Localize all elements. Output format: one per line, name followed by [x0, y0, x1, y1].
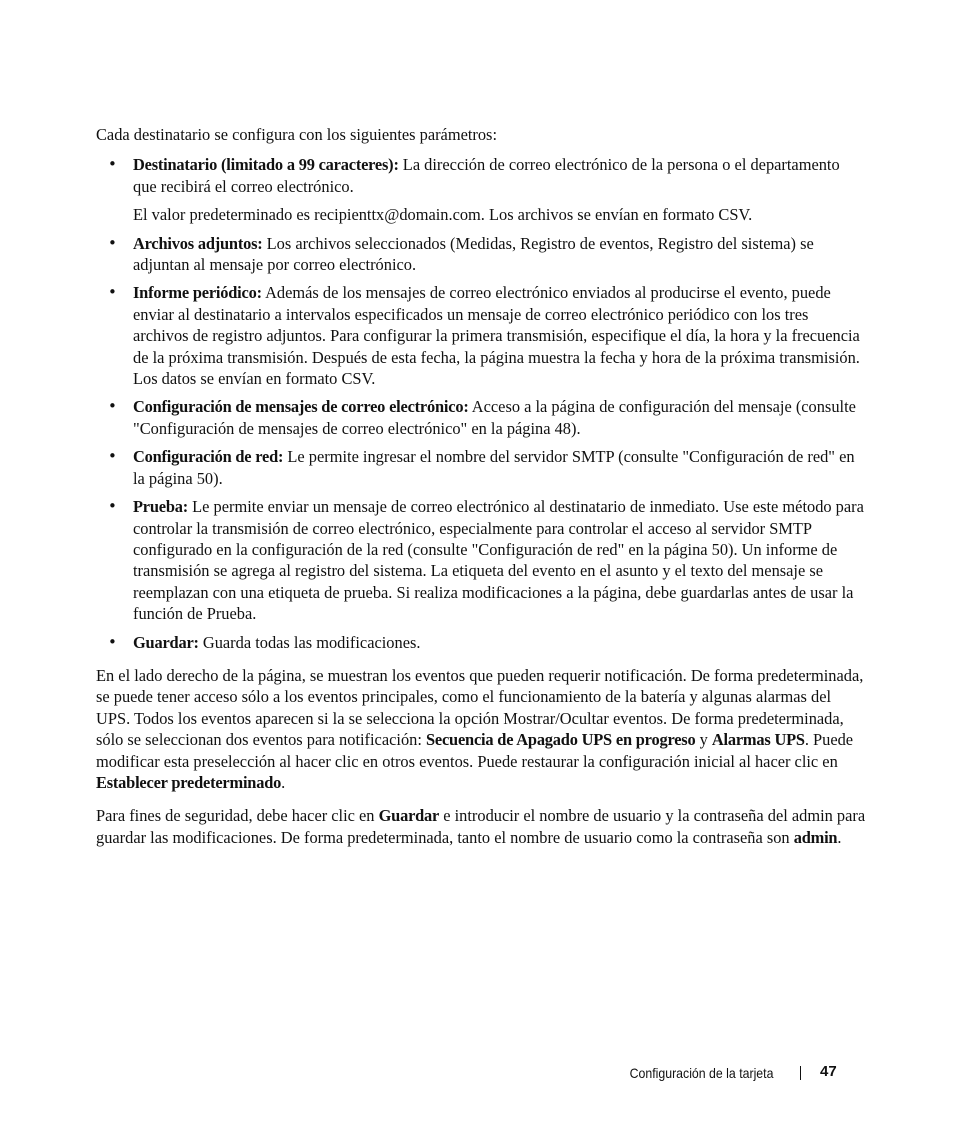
note-destinatario: El valor predeterminado es recipienttx@domain.com. Los archivos se envían en formato CSV.	[133, 205, 753, 225]
term-destinatario: Destinatario (limitado a 99 caracteres):	[133, 155, 399, 175]
term-informe-periodico: Informe periódico:	[133, 283, 262, 303]
list-item-config-mensajes	[96, 396, 866, 439]
bold-establecer-predeterminado: Establecer predeterminado	[96, 772, 282, 792]
bullet-icon: •	[108, 632, 117, 651]
text-run: .	[837, 827, 842, 847]
bullet-icon: •	[108, 155, 117, 174]
bullet-icon: •	[108, 397, 117, 416]
text-run: Para fines de seguridad, debe hacer clic en	[96, 806, 379, 826]
desc-config-red: Le permite ingresar el nombre del servidor SMTP (consulte "Configuración de red" en la página 50).	[133, 447, 855, 488]
list-item-prueba	[96, 496, 866, 624]
footer-divider	[800, 1066, 801, 1080]
list-item-config-red	[96, 446, 866, 489]
page-footer	[0, 1063, 954, 1085]
list-item-archivos-adjuntos	[96, 233, 866, 276]
text-run: . Puede modificar esta preselección al hacer clic en otros eventos. Puede restaurar la configuración inicial al hacer clic en	[96, 730, 854, 771]
desc-destinatario: La dirección de correo electrónico de la persona o el departamento que recibirá el correo electrónico.	[133, 155, 840, 196]
term-prueba: Prueba:	[133, 497, 189, 517]
bullet-icon: •	[108, 447, 117, 466]
events-paragraph	[96, 665, 866, 793]
term-config-red: Configuración de red:	[133, 447, 284, 467]
desc-config-mensajes: Acceso a la página de configuración del mensaje (consulte "Configuración de mensajes de correo electrónico" en la página 48).	[133, 397, 856, 438]
text-run: .	[281, 772, 286, 792]
text-run: y	[695, 730, 712, 750]
desc-guardar: Guarda todas las modificaciones.	[198, 632, 421, 652]
page-content	[96, 124, 866, 848]
text-run: En el lado derecho de la página, se muestran los eventos que pueden requerir notificación. De forma predeterminada, se puede tener acceso sólo a los eventos principales, como el funcionamiento de la batería y algunas alarmas del UPS. Todos los eventos aparecen si la se selecciona la opción Mostrar/Ocultar eventos. De forma predeterminada, sólo se seleccionan dos eventos para notificación:	[96, 665, 864, 750]
bullet-icon: •	[108, 283, 117, 302]
bold-alarmas-ups: Alarmas UPS	[711, 730, 805, 750]
term-config-mensajes: Configuración de mensajes de correo electrónico:	[133, 397, 469, 417]
desc-informe-periodico: Además de los mensajes de correo electrónico enviados al producirse el evento, puede enviar al destinatario a intervalos especificados un mensaje de correo electrónico periódico con los tres archivos de registro adjuntos. Para configurar la primera transmisión, especifique el día, la hora y la frecuencia de la próxima transmisión. Después de esta fecha, la página muestra la fecha y hora de la próxima transmisión. Los datos se envían en formato CSV.	[133, 283, 860, 389]
bold-secuencia-apagado: Secuencia de Apagado UPS en progreso	[425, 730, 696, 750]
desc-prueba: Le permite enviar un mensaje de correo electrónico al destinatario de inmediato. Use este método para controlar la transmisión de correo electrónico, especialmente para controlar el acceso al servidor SMTP configurado en la configuración de la red (consulte "Configuración de red" en la página 50). Un informe de transmisión se agrega al registro del sistema. La etiqueta del evento en el asunto y el texto del mensaje se reemplazan con una etiqueta de prueba. Si realiza modificaciones a la página, debe guardarlas antes de usar la función de Prueba.	[133, 497, 864, 624]
bullet-icon: •	[108, 233, 117, 252]
list-item-informe-periodico	[96, 282, 866, 389]
bold-admin: admin	[793, 827, 838, 847]
term-guardar: Guardar:	[133, 632, 199, 652]
desc-archivos-adjuntos: Los archivos seleccionados (Medidas, Registro de eventos, Registro del sistema) se adjuntan al mensaje por correo electrónico.	[133, 233, 814, 275]
security-paragraph	[96, 805, 866, 848]
page-number: 47	[820, 1063, 837, 1080]
parameter-list	[96, 154, 866, 653]
list-item-destinatario	[96, 154, 866, 225]
text-run: e introducir el nombre de usuario y la contraseña del admin para guardar las modificaciones. De forma predeterminada, tanto el nombre de usuario como la contraseña son	[96, 806, 866, 847]
list-item-guardar	[96, 632, 866, 653]
bold-guardar: Guardar	[378, 806, 440, 826]
intro-text: Cada destinatario se configura con los siguientes parámetros:	[96, 125, 497, 144]
bullet-icon: •	[108, 497, 117, 516]
term-archivos-adjuntos: Archivos adjuntos:	[133, 233, 263, 253]
footer-section-title: Configuración de la tarjeta	[629, 1065, 773, 1081]
